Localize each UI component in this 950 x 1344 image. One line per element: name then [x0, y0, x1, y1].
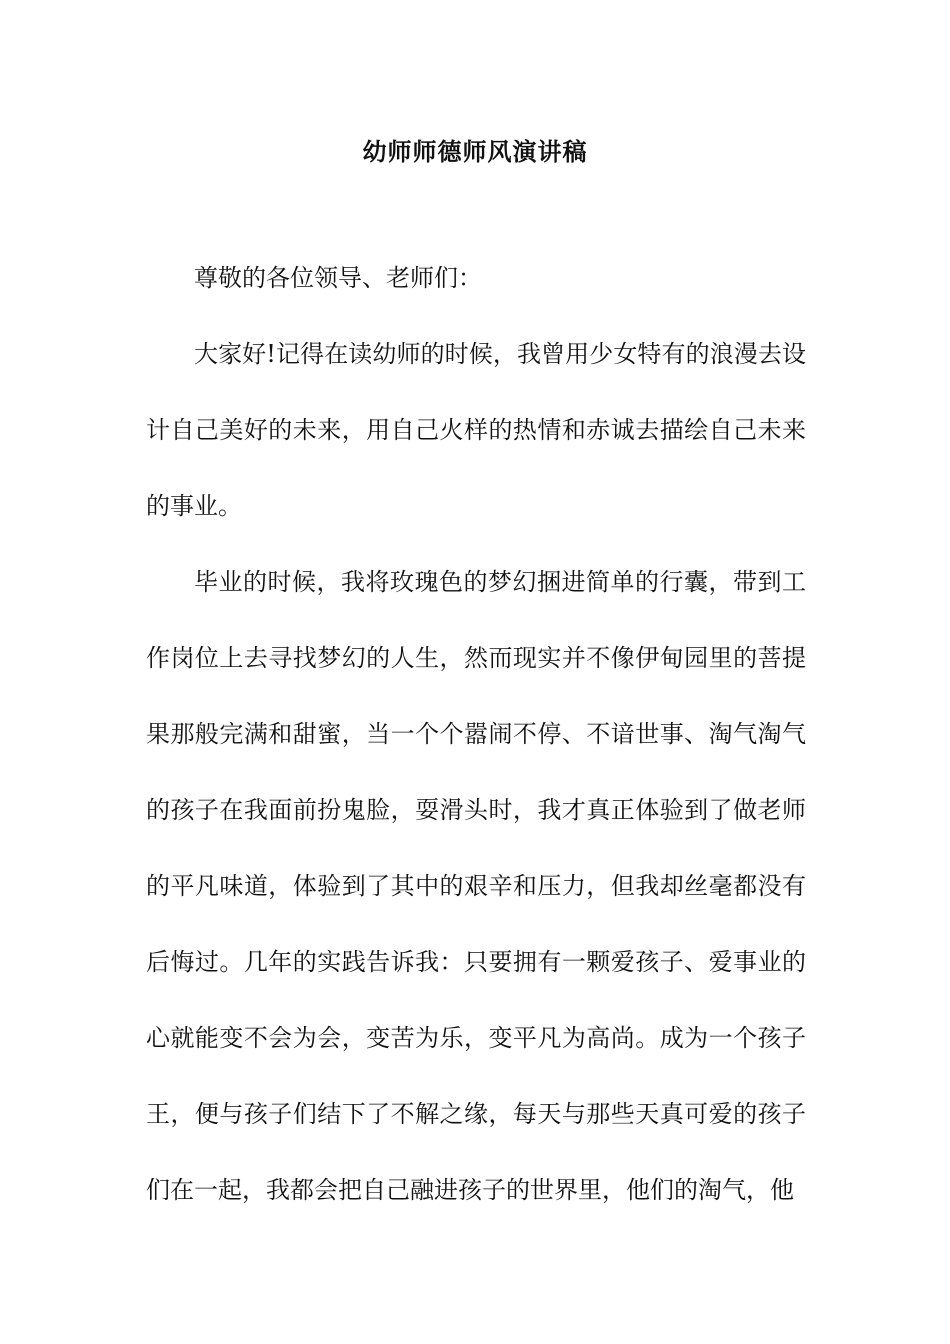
salutation-paragraph: 尊敬的各位领导、老师们：	[194, 264, 482, 292]
body-paragraph: 毕业的时候，我将玫瑰色的梦幻捆进简单的行囊，带到工作岗位上去寻找梦幻的人生，然而现实并不像伊甸园里的菩提果那般完满和甜蜜，当一个个嚣闹不停、不谙世事、淘气淘气的孩子在我面前扮鬼脸，耍滑头时，我才真正体验到了做老师的平凡味道，体验到了其中的艰辛和压力，但我却丝毫都没有后悔过。几年的实践告诉我：只要拥有一颗爱孩子、爱事业的心就能变不会为会，变苦为乐，变平凡为高尚。成为一个孩子王，便与孩子们结下了不解之缘，每天与那些天真可爱的孩子们在一起，我都会把自己融进孩子的世界里，他们的淘气，他	[146, 568, 806, 1204]
body-paragraph: 大家好!记得在读幼师的时候，我曾用少女特有的浪漫去设计自己美好的未来，用自己火样的热情和赤诚去描绘自己未来的事业。	[146, 340, 806, 520]
document-title: 幼师师德师风演讲稿	[362, 137, 588, 166]
document-body	[146, 240, 806, 1228]
